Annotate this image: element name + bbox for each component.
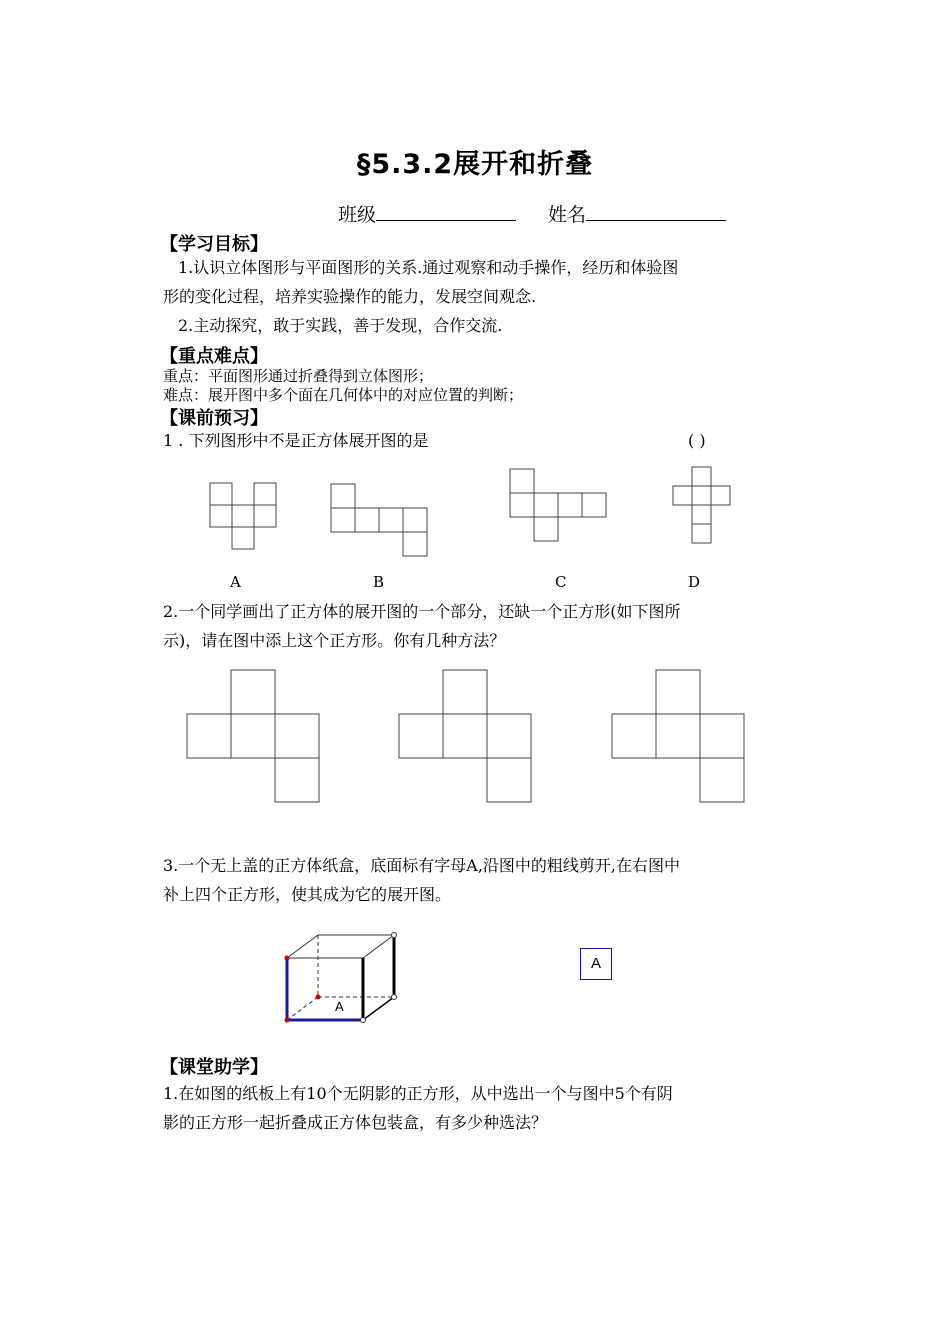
name-label: 姓名 (548, 204, 587, 226)
preview-heading: 【课前预习】 (160, 408, 268, 429)
class-label: 班级 (338, 204, 377, 226)
key-point: 重点：平面图形通过折叠得到立体图形； (163, 367, 434, 385)
option-c-label: C (555, 573, 567, 591)
question-2-line-1: 2.一个同学画出了正方体的展开图的一个部分，还缺一个正方形(如下图所 (163, 602, 681, 621)
goal-1-line-2: 形的变化过程，培养实验操作的能力，发展空间观念. (163, 287, 537, 306)
option-a-label: A (230, 573, 241, 591)
class-heading: 【课堂助学】 (160, 1057, 268, 1078)
goal-1-line-1: 1.认识立体图形与平面图形的关系.通过观察和动手操作，经历和体验图 (178, 258, 679, 277)
class-question-1-line-2: 影的正方形一起折叠成正方体包装盒，有多少种选法？ (163, 1113, 548, 1132)
question-3-line-2: 补上四个正方形，使其成为它的展开图。 (163, 885, 452, 904)
goals-heading: 【学习目标】 (160, 234, 268, 255)
key-points-heading: 【重点难点】 (160, 346, 268, 367)
question-2-line-2: 示)，请在图中添上这个正方形。你有几种方法？ (163, 631, 506, 650)
net-base-square[interactable]: A (580, 948, 612, 980)
cube-bottom-label: A (335, 999, 344, 1014)
goal-2: 2.主动探究，敢于实践，善于发现，合作交流. (178, 316, 503, 335)
page-title: §5.3.2展开和折叠 (356, 149, 594, 180)
question-1: 1 . 下列图形中不是正方体展开图的是 (163, 431, 429, 450)
option-d-label: D (688, 573, 701, 591)
question-1-answer-paren: ( ) (688, 431, 706, 450)
question-3-line-1: 3.一个无上盖的正方体纸盒，底面标有字母A,沿图中的粗线剪开,在右图中 (163, 856, 680, 875)
option-b-label: B (373, 573, 385, 591)
difficult-point: 难点：展开图中多个面在几何体中的对应位置的判断； (163, 386, 524, 404)
class-question-1-line-1: 1.在如图的纸板上有10个无阴影的正方形，从中选出一个与图中5个有阴 (163, 1084, 673, 1103)
